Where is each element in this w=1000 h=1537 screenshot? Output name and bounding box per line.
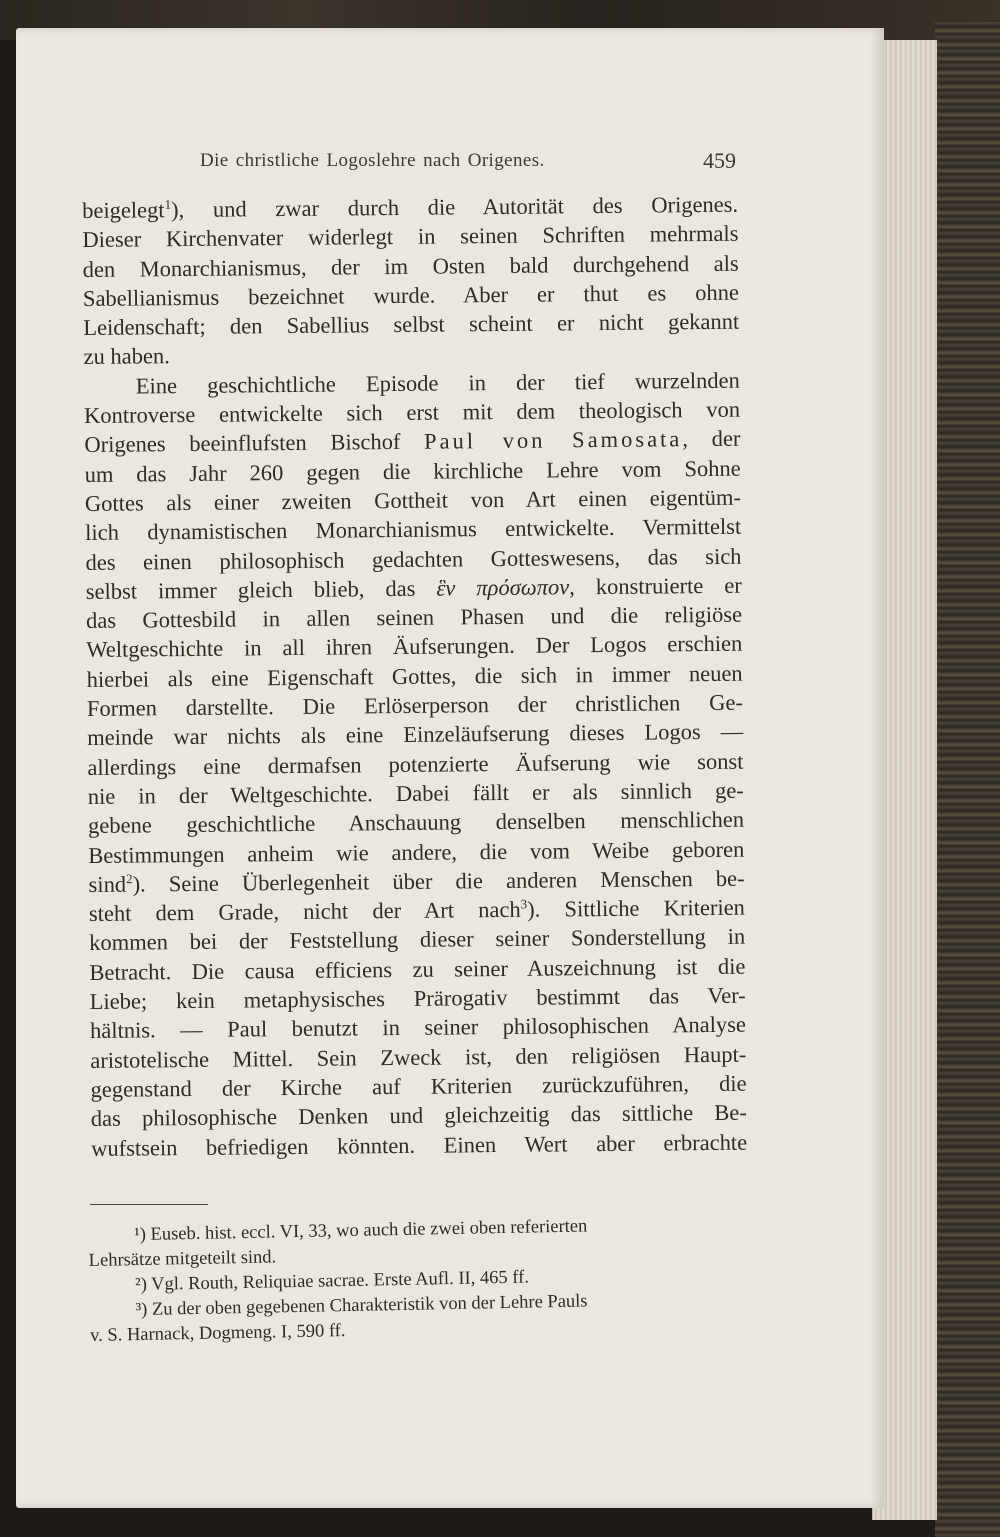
- text-line: Liebe; kein metaphysisches Prärogativ bestimmt das Ver-: [89, 982, 746, 1014]
- text-line: hierbei als eine Eigenschaft Gottes, die sich in immer neuen: [86, 660, 743, 692]
- text-line: Eine geschichtliche Episode in der tief wurzelnden: [135, 367, 740, 399]
- text-line: das Gottesbild in allen seinen Phasen und die religiöse: [85, 601, 743, 634]
- footnote-rule: [90, 1204, 208, 1205]
- text-line: lich dynamistischen Monarchianismus entwickelte. Vermittelst: [85, 513, 742, 546]
- text-fragment: ). Sittliche Kriterien: [527, 894, 745, 922]
- main-text: [82, 190, 747, 1163]
- footnote-ref: 1: [164, 196, 172, 212]
- text-line: Bestimmungen anheim wie andere, die vom Weibe geboren: [88, 836, 745, 868]
- text-line: wufstsein befriedigen könnten. Einen Wert aber erbrachte: [91, 1129, 748, 1161]
- footnote-3-continued: v. S. Harnack, Dogmeng. I, 590 ff.: [89, 1321, 346, 1346]
- text-fragment: beigelegt: [82, 197, 165, 223]
- text-line: das philosophische Denken und gleichzeitig das sittliche Be-: [90, 1099, 747, 1132]
- running-title: Die christliche Logoslehre nach Origenes.: [200, 150, 545, 171]
- footnote-1-continued: Lehrsätze mitgeteilt sind.: [88, 1247, 277, 1271]
- text-line: nie in der Weltgeschichte. Dabei fällt er als sinnlich ge-: [87, 777, 744, 809]
- text-line: den Monarchianismus, der im Osten bald durchgehend als: [82, 250, 739, 282]
- text-fragment: sind: [88, 871, 127, 897]
- text-line: um das Jahr 260 gegen die kirchliche Lehre vom Sohne: [84, 455, 741, 487]
- text-line: Dieser Kirchenvater widerlegt in seinen Schriften mehrmals: [82, 220, 739, 253]
- spaced-name: Paul von Samosata: [423, 426, 683, 455]
- text-line: Sabellianismus bezeichnet wurde. Aber er thut es ohne: [82, 279, 740, 311]
- text-line: kommen bei der Feststellung dieser seiner Sonderstellung in: [89, 924, 746, 956]
- text-fragment: ). Seine Überlegenheit über die anderen Menschen be-: [132, 865, 745, 897]
- footnote-2: ²) Vgl. Routh, Reliquiae sacrae. Erste Aufl. II, 465 ff.: [134, 1267, 530, 1296]
- text-line: Formen darstellte. Die Erlöserperson der christlichen Ge-: [86, 689, 744, 722]
- text-fragment: , konstruierte er: [569, 572, 742, 600]
- text-line: meinde war nichts als eine Einzeläufserung dieses Logos —: [87, 719, 744, 751]
- text-line: Gottes als einer zweiten Gottheit von Art einen eigentüm-: [84, 484, 742, 516]
- text-fragment: selbst immer gleich blieb, das: [85, 575, 416, 604]
- greek-phrase: ἓν πρόσωπον: [436, 574, 570, 601]
- text-fragment: , der: [682, 426, 741, 452]
- book-cover-edge: [935, 20, 1000, 1537]
- text-line: des einen philosophisch gedachten Gotteswesens, das sich: [85, 543, 742, 575]
- footnote-ref: 2: [125, 870, 133, 886]
- footnote-1: ¹) Euseb. hist. eccl. VI, 33, wo auch die zwei oben referierten: [134, 1216, 588, 1246]
- text-line: Leidenschaft; den Sabellius selbst scheint er nicht gekannt: [83, 308, 740, 341]
- text-line: Kontroverse entwickelte sich erst mit dem theologisch von: [83, 396, 741, 429]
- text-fragment: Origenes beeinflufsten Bischof: [84, 429, 401, 458]
- text-line: allerdings eine dermafsen potenzierte Äufserung wie sonst: [87, 748, 744, 780]
- page-number: 459: [703, 148, 736, 173]
- text-line: zu haben.: [83, 343, 170, 370]
- footnote-ref: 3: [520, 896, 528, 912]
- text-line: Betracht. Die causa efficiens zu seiner Auszeichnung ist die: [89, 953, 746, 985]
- text-line: Weltgeschichte in all ihren Äufserungen. Der Logos erschien: [86, 631, 743, 663]
- text-line: gebene geschichtliche Anschauung denselben menschlichen: [87, 806, 745, 839]
- text-fragment: steht dem Grade, nicht der Art nach: [88, 896, 521, 927]
- text-line: hältnis. — Paul benutzt in seiner philosophischen Analyse: [89, 1011, 747, 1044]
- running-head: [200, 148, 740, 178]
- footnotes: [88, 1212, 740, 1349]
- text-line: aristotelische Mittel. Sein Zweck ist, den religiösen Haupt-: [90, 1041, 747, 1073]
- text-line: gegenstand der Kirche auf Kriterien zurückzuführen, die: [90, 1070, 747, 1102]
- text-fragment: ), und zwar durch die Autorität des Origenes.: [170, 191, 739, 223]
- footnote-3: ³) Zu der oben gegebenen Charakteristik von der Lehre Pauls: [135, 1291, 588, 1321]
